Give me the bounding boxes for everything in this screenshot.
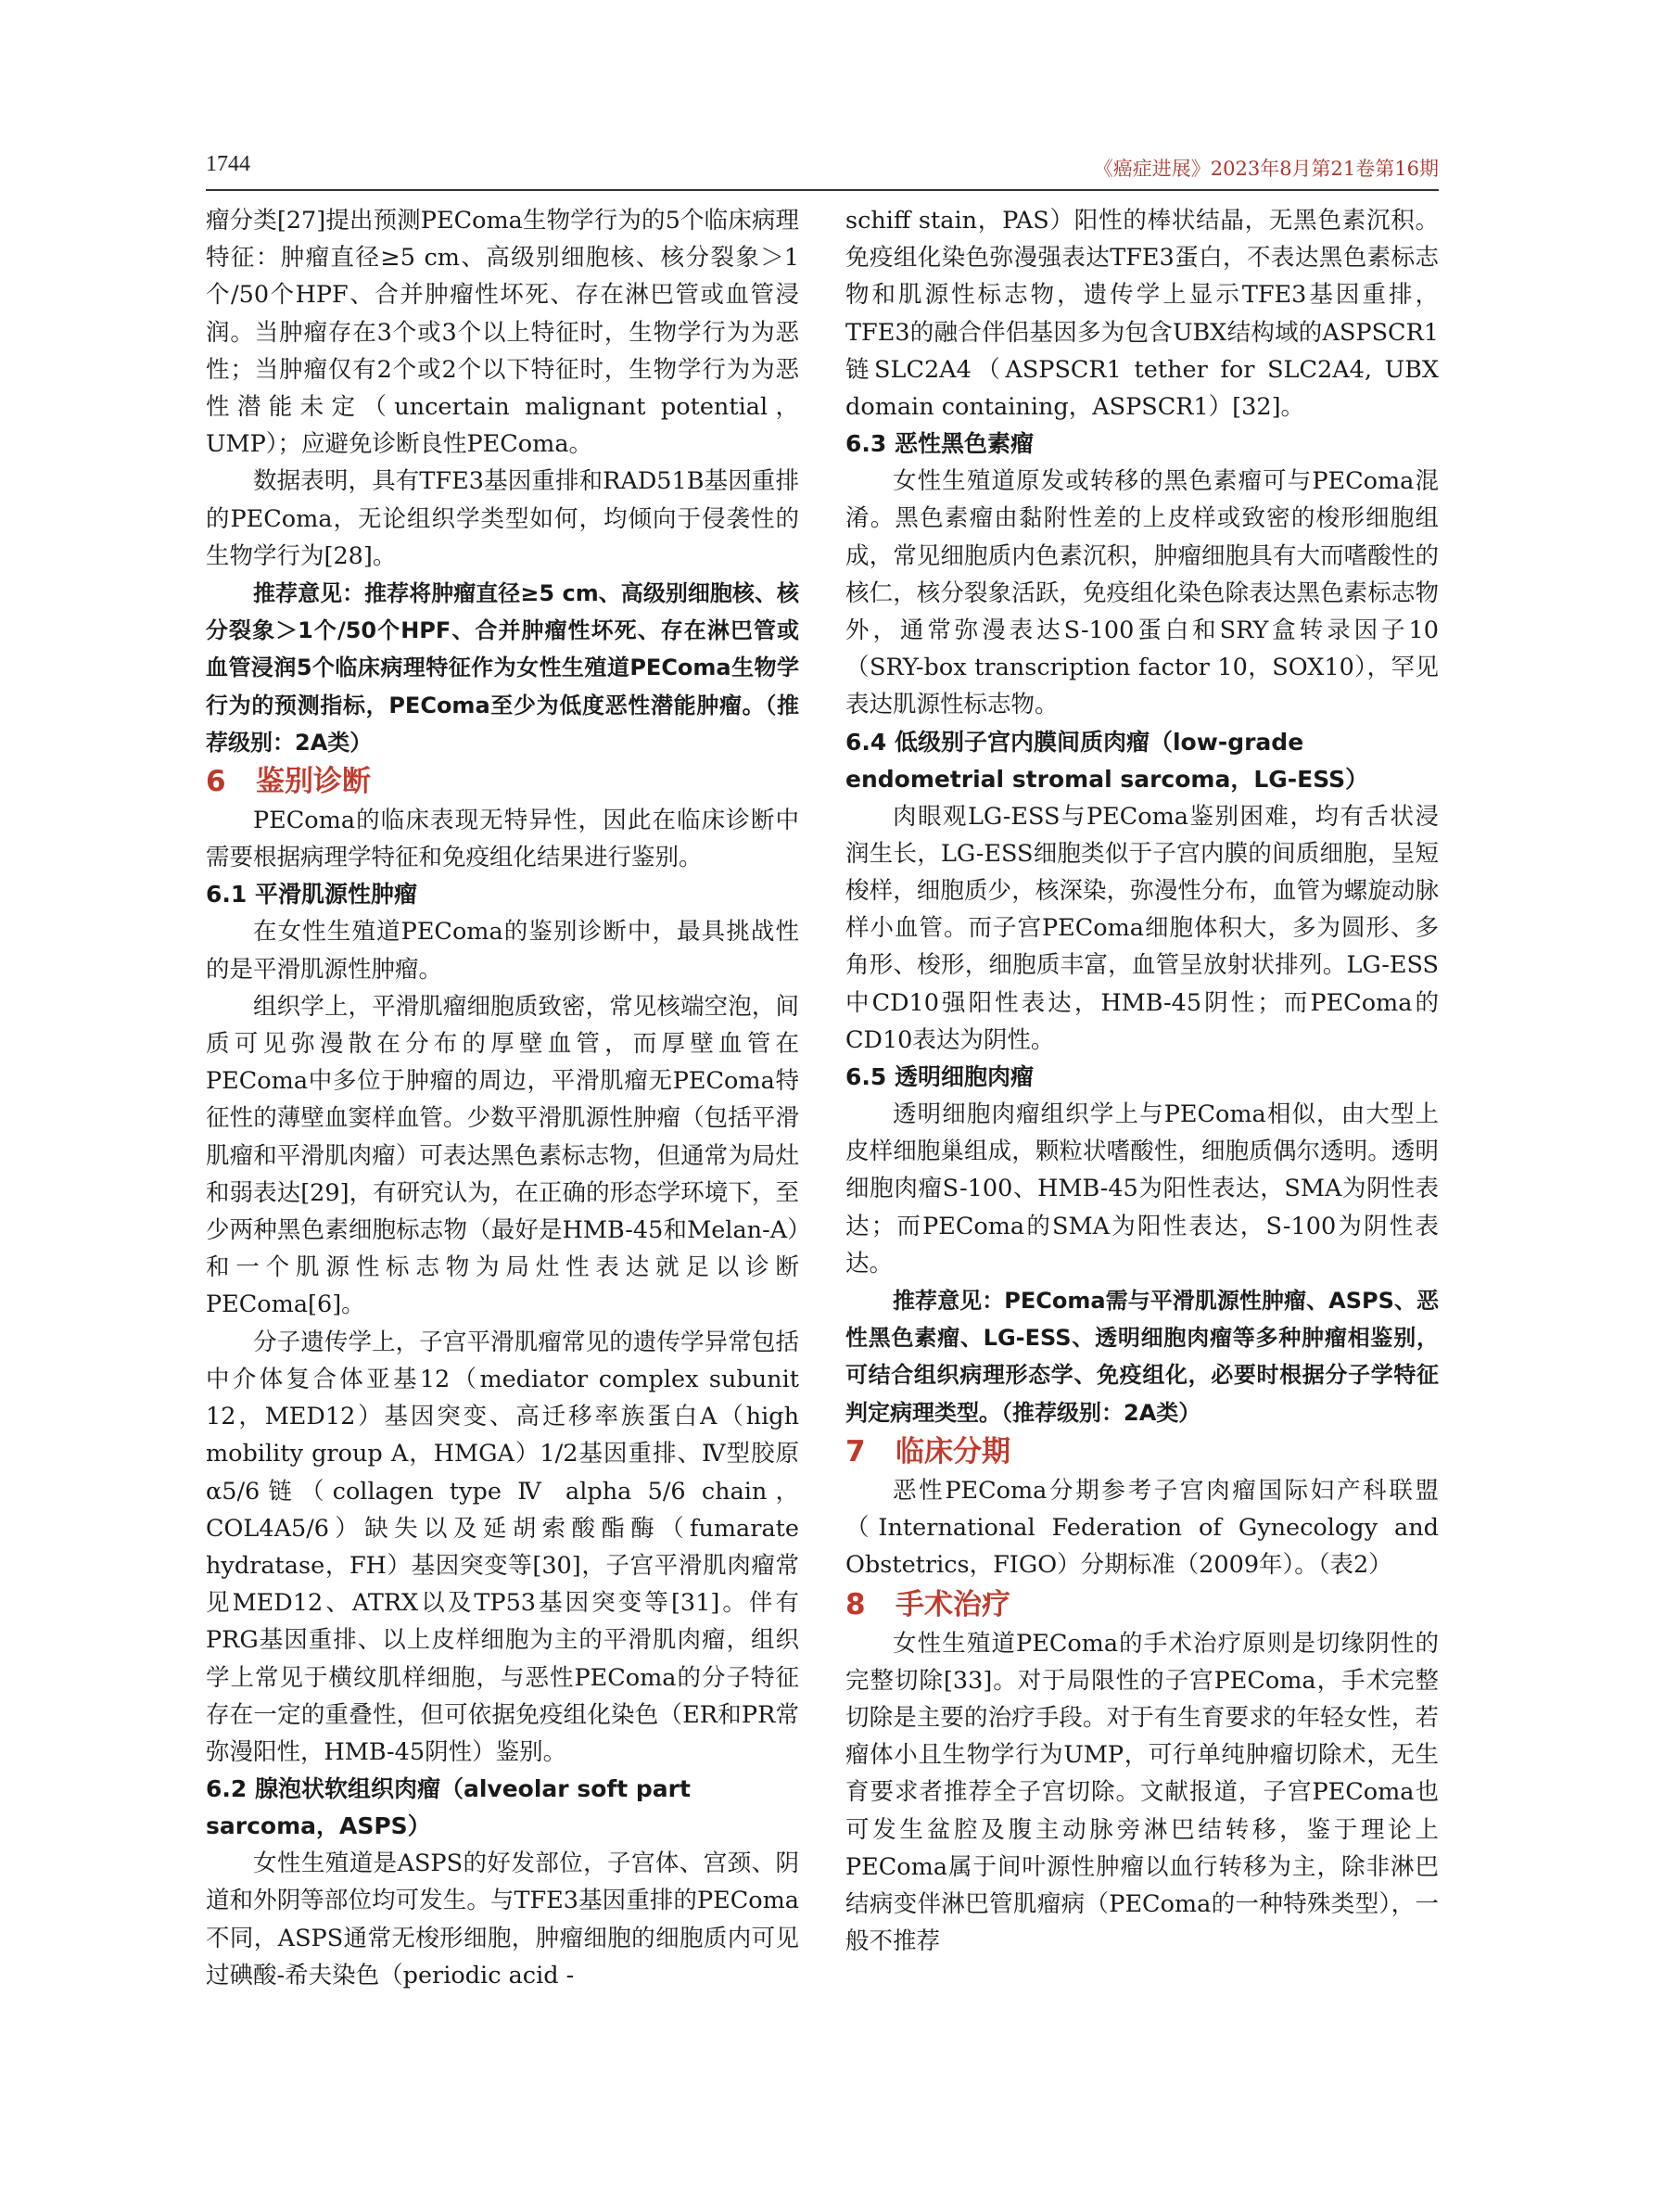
section-title: 鉴别诊断 <box>256 765 371 799</box>
paragraph: 分子遗传学上，子宫平滑肌瘤常见的遗传学异常包括中介体复合体亚基12（mediator complex subunit 12，MED12）基因突变、高迁移率族蛋白A（high mobility group A，HMGA）1/2基因重排、Ⅳ型胶原α5/6链（collagen type Ⅳ alpha 5/6 chain，COL4A5/6）缺失以及延胡索酸酯酶（fumarate hydratase，FH）基因突变等[30]，子宫平滑肌肉瘤常见MED12、ATRX以及TP53基因突变等[31]。伴有PRG基因重排、以上皮样细胞为主的平滑肌肉瘤，组织学上常见于横纹肌样细胞，与恶性PEComa的分子特征存在一定的重叠性，但可依据免疫组化染色（ER和PR常弥漫阳性，HMB-45阴性）鉴别。 <box>206 1328 799 1766</box>
section-title: 手术治疗 <box>896 1587 1010 1621</box>
paragraph: 组织学上，平滑肌瘤细胞质致密，常见核端空泡，间质可见弥漫散在分布的厚壁血管，而厚壁血管在PEComa中多位于肿瘤的周边，平滑肌瘤无PEComa特征性的薄壁血窦样血管。少数平滑肌源性肿瘤（包括平滑肌瘤和平滑肌肉瘤）可表达黑色素标志物，但通常为局灶和弱表达[29]，有研究认为，在正确的形态学环境下，至少两种黑色素细胞标志物（最好是HMB-45和Melan-A）和一个肌源性标志物为局灶性表达就足以诊断PEComa[6]。 <box>206 992 799 1319</box>
paragraph: 在女性生殖道PEComa的鉴别诊断中，最具挑战性的是平滑肌源性肿瘤。 <box>206 918 799 984</box>
section-number: 7 <box>845 1434 866 1468</box>
section-number: 8 <box>845 1587 866 1621</box>
section-title: 临床分期 <box>896 1434 1010 1468</box>
recommendation-text: 推荐意见：PEComa需与平滑肌源性肿瘤、ASPS、恶性黑色素瘤、LG-ESS、透明细胞肉瘤等多种肿瘤相鉴别，可结合组织病理形态学、免疫组化，必要时根据分子学特征判定病理类型。（推荐级别：2A类） <box>845 1288 1439 1426</box>
paragraph: 女性生殖道原发或转移的黑色素瘤可与PEComa混淆。黑色素瘤由黏附性差的上皮样或致密的梭形细胞组成，常见细胞质内色素沉积，肿瘤细胞具有大而嗜酸性的核仁，核分裂象活跃，免疫组化染色除表达黑色素标志物外，通常弥漫表达S-100蛋白和SRY盒转录因子10（SRY-box transcription factor 10，SOX10），罕见表达肌源性标志物。 <box>845 467 1439 719</box>
subsection-heading-6-3: 6.3 恶性黑色素瘤 <box>845 430 1034 458</box>
section-heading-6 <box>206 763 799 800</box>
paragraph: 数据表明，具有TFE3基因重排和RAD51B基因重排的PEComa，无论组织学类型如何，均倾向于侵袭性的生物学行为[28]。 <box>206 467 799 570</box>
paragraph: 瘤分类[27]提出预测PEComa生物学行为的5个临床病理特征：肿瘤直径≥5 cm、高级别细胞核、核分裂象＞1个/50个HPF、合并肿瘤性坏死、存在淋巴管或血管浸润。当肿瘤存在3个或3个以上特征时，生物学行为为恶性；当肿瘤仅有2个或2个以下特征时，生物学行为为恶性潜能未定（uncertain malignant potential，UMP）；应避免诊断良性PEComa。 <box>206 207 799 459</box>
paragraph: PEComa的临床表现无特异性，因此在临床诊断中需要根据病理学特征和免疫组化结果进行鉴别。 <box>206 807 799 872</box>
subsection-heading-6-1: 6.1 平滑肌源性肿瘤 <box>206 881 417 909</box>
left-column <box>206 202 799 1994</box>
paragraph: 女性生殖道PEComa的手术治疗原则是切缘阴性的完整切除[33]。对于局限性的子宫PEComa，手术完整切除是主要的治疗手段。对于有生育要求的年轻女性，若瘤体小且生物学行为UMP，可行单纯肿瘤切除术，无生育要求者推荐全子宫切除。文献报道，子宫PEComa也可发生盆腔及腹主动脉旁淋巴结转移，鉴于理论上PEComa属于间叶源性肿瘤以血行转移为主，除非淋巴结病变伴淋巴管肌瘤病（PEComa的一种特殊类型），一般不推荐 <box>845 1629 1439 1956</box>
header-rule <box>206 189 1439 191</box>
paragraph: 恶性PEComa分期参考子宫肉瘤国际妇产科联盟（International Federation of Gynecology and Obstetrics，FIGO）分期标准（2009年）。（表2） <box>845 1476 1439 1580</box>
recommendation <box>206 575 799 761</box>
recommendation-text: 推荐意见：推荐将肿瘤直径≥5 cm、高级别细胞核、核分裂象＞1个/50个HPF、合并肿瘤性坏死、存在淋巴管或血管浸润5个临床病理特征作为女性生殖道PEComa生物学行为的预测指标，PEComa至少为低度恶性潜能肿瘤。（推荐级别：2A类） <box>206 580 799 756</box>
paragraph: 肉眼观LG-ESS与PEComa鉴别困难，均有舌状浸润生长，LG-ESS细胞类似于子宫内膜的间质细胞，呈短梭样，细胞质少，核深染，弥漫性分布，血管为螺旋动脉样小血管。而子宫PEComa细胞体积大，多为圆形、多角形、梭形，细胞质丰富，血管呈放射状排列。LG-ESS中CD10强阳性表达，HMB-45阴性；而PEComa的CD10表达为阴性。 <box>845 802 1439 1054</box>
section-heading-8 <box>845 1586 1439 1623</box>
page-header <box>206 146 1439 187</box>
journal-citation: 《癌症进展》2023年8月第21卷第16期 <box>1093 158 1439 180</box>
paragraph: 透明细胞肉瘤组织学上与PEComa相似，由大型上皮样细胞巢组成，颗粒状嗜酸性，细胞质偶尔透明。透明细胞肉瘤S-100、HMB-45为阳性表达，SMA为阴性表达；而PEComa的SMA为阳性表达，S-100为阴性表达。 <box>845 1100 1439 1278</box>
section-heading-7 <box>845 1433 1439 1470</box>
paragraph: 女性生殖道是ASPS的好发部位，子宫体、宫颈、阴道和外阴等部位均可发生。与TFE3基因重排的PEComa不同，ASPS通常无梭形细胞，肿瘤细胞的细胞质内可见过碘酸-希夫染色（periodic acid - <box>206 1850 799 1990</box>
subsection-heading-6-2: 6.2 腺泡状软组织肉瘤（alveolar soft part sarcoma，ASPS） <box>206 1775 691 1840</box>
recommendation <box>845 1282 1439 1431</box>
paragraph: schiff stain，PAS）阳性的棒状结晶，无黑色素沉积。免疫组化染色弥漫强表达TFE3蛋白，不表达黑色素标志物和肌源性标志物，遗传学上显示TFE3基因重排，TFE3的融合伴侣基因多为包含UBX结构域的ASPSCR1链SLC2A4（ASPSCR1 tether for SLC2A4, UBX domain containing，ASPSCR1）[32]。 <box>845 207 1439 422</box>
subsection-heading-6-5: 6.5 透明细胞肉瘤 <box>845 1063 1034 1091</box>
page-number: 1744 <box>206 152 250 176</box>
section-number: 6 <box>206 765 226 799</box>
subsection-heading-6-4: 6.4 低级别子宫内膜间质肉瘤（low-grade endometrial stromal sarcoma，LG-ESS） <box>845 728 1369 793</box>
right-column <box>845 202 1439 1960</box>
